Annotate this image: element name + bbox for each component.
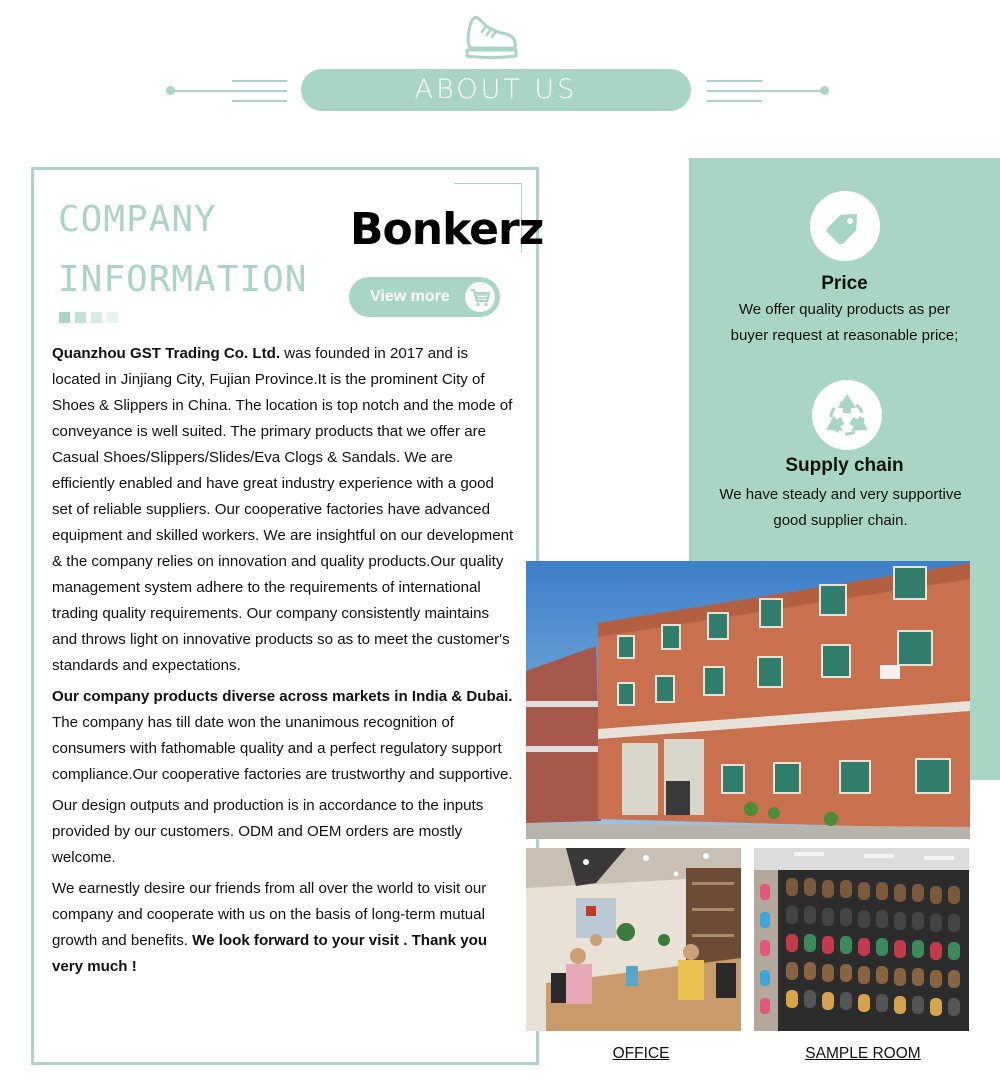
decor-line-left-upper [232, 80, 287, 82]
about-us-heading: ABOUT US [301, 69, 691, 111]
feature-desc-price: We offer quality products as per buyer request at reasonable price; [730, 301, 959, 344]
sample-room-photo [754, 848, 969, 1031]
decor-line-left-lower [232, 100, 287, 102]
shopping-cart-icon [465, 282, 495, 312]
title-decor-squares [59, 310, 123, 322]
bonkerz-logo: Bonkerz [350, 204, 544, 255]
feature-title-price: Price [821, 273, 868, 294]
office-caption: OFFICE [612, 1045, 670, 1062]
paragraph-1 [52, 341, 514, 679]
decor-dot-right [820, 86, 829, 95]
paragraph-2-bold: Our company products diverse across markets in India & Dubai. [52, 688, 513, 705]
paragraph-3-text: Our design outputs and production is in accordance to the inputs provided by our customers. ODM and OEM orders are mostly welcome. [52, 797, 484, 866]
company-info-title: COMPANY INFORMATION [58, 199, 308, 300]
paragraph-4-bold: We look forward to your visit . Thank you very much ! [52, 932, 488, 975]
feature-title-supply-chain: Supply chain [785, 455, 904, 476]
paragraph-4 [52, 876, 514, 980]
paragraph-2 [52, 684, 514, 788]
paragraph-3 [52, 793, 514, 871]
view-more-label: View more [370, 288, 450, 305]
office-photo [526, 848, 741, 1031]
sample-room-caption: SAMPLE ROOM [805, 1045, 921, 1062]
sneaker-icon [462, 12, 520, 62]
paragraph-2-text: The company has till date won the unanimous recognition of consumers with fathomable quality and a perfect regulatory support compliance.Our cooperative factories are trustworthy and supportive. [52, 714, 513, 783]
recycle-icon [812, 380, 882, 450]
decor-line-right-upper [707, 80, 762, 82]
decor-line-left [172, 90, 287, 92]
decor-line-right [707, 90, 822, 92]
paragraph-4-text: We earnestly desire our friends from all over the world to visit our company and cooperate with us on the basis of long-term mutual growth and benefits. [52, 880, 487, 949]
view-more-button[interactable] [349, 277, 500, 317]
company-info-box [31, 167, 544, 1065]
price-tag-icon [810, 191, 880, 261]
decor-line-right-lower [707, 100, 762, 102]
paragraph-1-bold: Quanzhou GST Trading Co. Ltd. [52, 345, 281, 362]
company-description [52, 341, 514, 985]
paragraph-1-text: was founded in 2017 and is located in Jinjiang City, Fujian Province.It is the prominent City of Shoes & Slippers in China. The location is top notch and the mode of conveyance is well suited. The primary products that we offer are Casual Shoes/Slippers/Slides/Eva Clogs & Sandals. We are efficiently enabled and have great industry experience with a good set of reliable suppliers. Our cooperative factories have advanced equipment and skilled workers. We are insightful on our development & the company relies on innovation and quality products.Our quality management system adhere to the requirements of international trading quality requirements. Our company consistently maintains and throws light on innovative products so as to meet the customer's standards and expectations. [52, 345, 514, 674]
feature-desc-supply-chain: We have steady and very supportive good supplier chain. [719, 486, 962, 529]
factory-building-photo [526, 561, 970, 839]
